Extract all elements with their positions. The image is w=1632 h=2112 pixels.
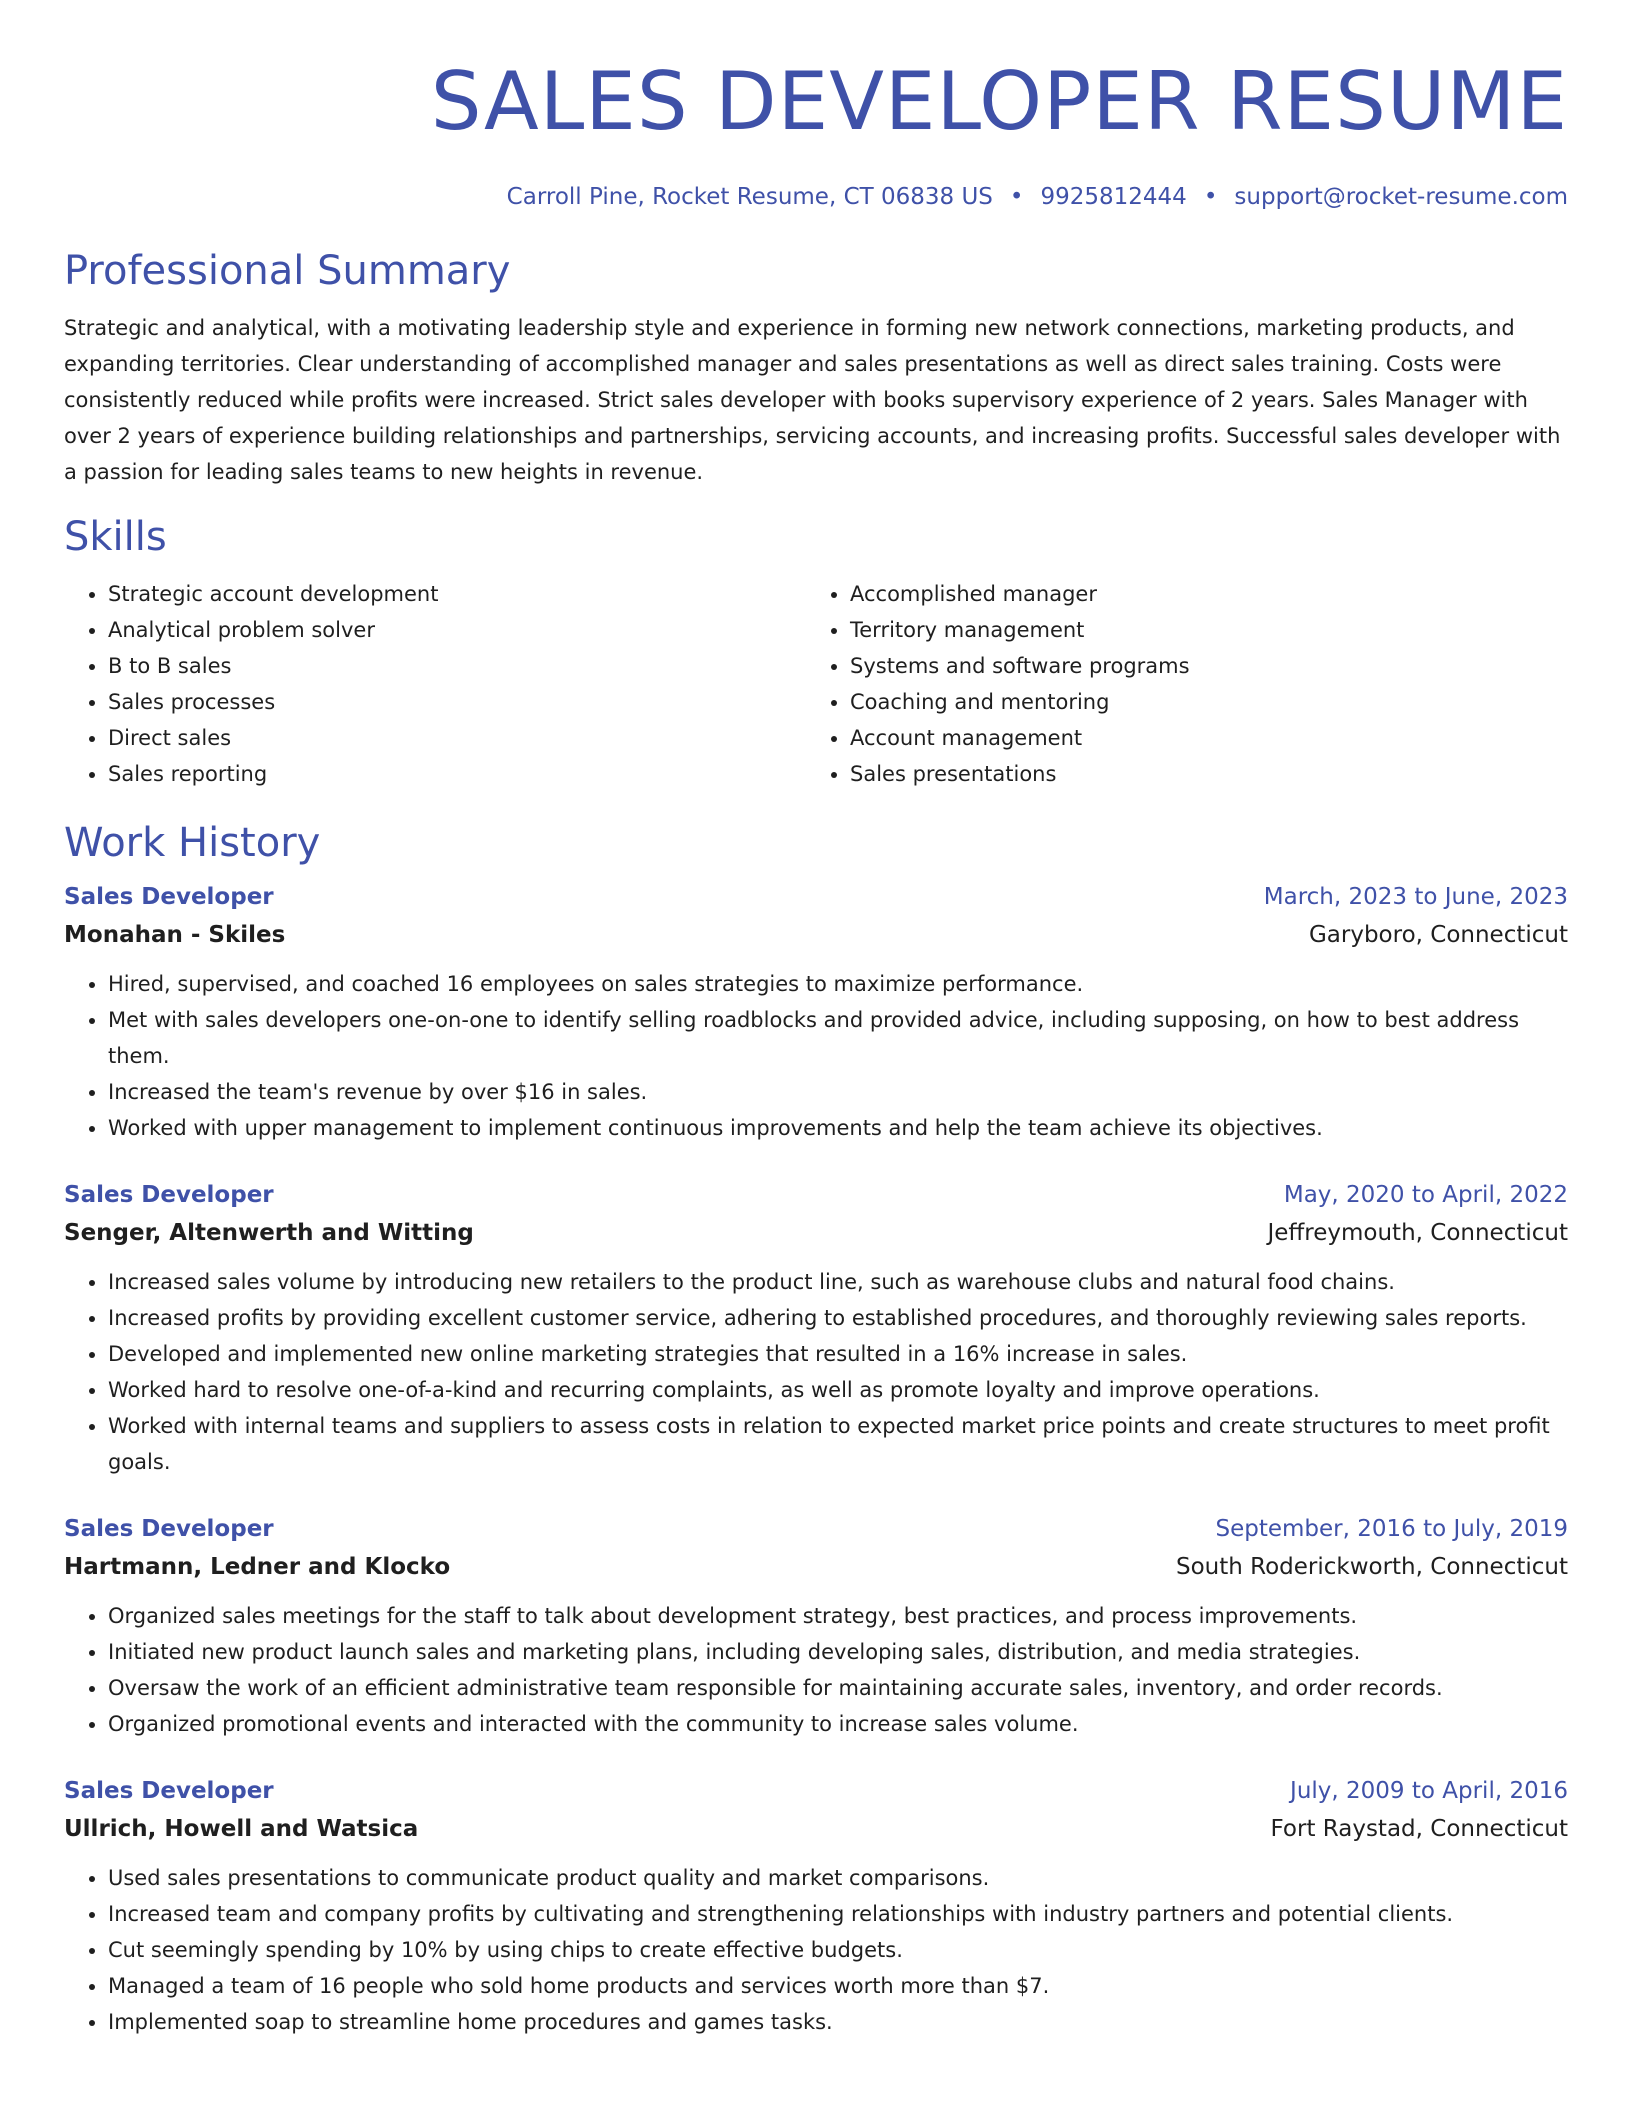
job-title-row [64, 1510, 1568, 1548]
job-bullet: • Increased team and company profits by cultivating and strengthening relationships with industry partners and potential clients. [108, 1896, 1568, 1932]
job-bullet-list [64, 1264, 1568, 1480]
skill-item: • Direct sales [108, 720, 806, 756]
job-location: Jeffreymouth, Connecticut [1267, 1220, 1568, 1246]
job-bullet: • Initiated new product launch sales and marketing plans, including developing sales, distribution, and media strategies. [108, 1634, 1568, 1670]
job-entry [64, 1510, 1568, 1742]
skill-item: • Strategic account development [108, 576, 806, 612]
job-role: Sales Developer [64, 1778, 274, 1804]
job-bullet: • Developed and implemented new online marketing strategies that resulted in a 16% increase in sales. [108, 1336, 1568, 1372]
job-bullet: • Oversaw the work of an efficient administrative team responsible for maintaining accurate sales, inventory, and order records. [108, 1670, 1568, 1706]
job-list [64, 878, 1568, 2040]
job-dates: September, 2016 to July, 2019 [1215, 1516, 1568, 1542]
job-bullet: • Worked with internal teams and suppliers to assess costs in relation to expected market price points and create structures to meet profit goals. [108, 1408, 1568, 1480]
job-location: South Roderickworth, Connecticut [1175, 1554, 1568, 1580]
contact-phone[interactable]: 9925812444 [1040, 184, 1187, 210]
skill-item: • Analytical problem solver [108, 612, 806, 648]
job-bullet: • Organized sales meetings for the staff to talk about development strategy, best practices, and process improvements. [108, 1598, 1568, 1634]
job-company-row [64, 916, 1568, 954]
job-role: Sales Developer [64, 1182, 274, 1208]
job-bullet: • Increased the team's revenue by over $16 in sales. [108, 1074, 1568, 1110]
job-company-row [64, 1810, 1568, 1848]
job-entry [64, 1772, 1568, 2040]
contact-address: Carroll Pine, Rocket Resume, CT 06838 US [506, 184, 993, 210]
job-company: Hartmann, Ledner and Klocko [64, 1554, 451, 1580]
contact-separator: • [1009, 184, 1024, 210]
job-bullet: • Worked with upper management to implement continuous improvements and help the team achieve its objectives. [108, 1110, 1568, 1146]
resume-title: SALES DEVELOPER RESUME [430, 55, 1568, 148]
job-bullet: • Organized promotional events and interacted with the community to increase sales volume. [108, 1706, 1568, 1742]
skill-item: • Sales presentations [850, 756, 1190, 792]
job-bullet: • Used sales presentations to communicate product quality and market comparisons. [108, 1860, 1568, 1896]
job-location: Fort Raystad, Connecticut [1270, 1816, 1568, 1842]
job-bullet: • Hired, supervised, and coached 16 employees on sales strategies to maximize performance. [108, 966, 1568, 1002]
skill-item: • Accomplished manager [850, 576, 1190, 612]
job-bullet-list [64, 1598, 1568, 1742]
skills-section [64, 512, 1568, 792]
job-dates: May, 2020 to April, 2022 [1283, 1182, 1568, 1208]
job-entry [64, 1176, 1568, 1480]
skill-item: • B to B sales [108, 648, 806, 684]
job-company: Ullrich, Howell and Watsica [64, 1816, 419, 1842]
job-title-row [64, 878, 1568, 916]
job-company: Monahan - Skiles [64, 922, 286, 948]
job-bullet: • Met with sales developers one-on-one to identify selling roadblocks and provided advice, including supposing, on how to best address them. [108, 1002, 1568, 1074]
job-bullet: • Worked hard to resolve one-of-a-kind and recurring complaints, as well as promote loyalty and improve operations. [108, 1372, 1568, 1408]
job-company-row [64, 1548, 1568, 1586]
contact-separator: • [1203, 184, 1218, 210]
skills-heading: Skills [64, 514, 167, 560]
job-bullet-list [64, 966, 1568, 1146]
job-role: Sales Developer [64, 884, 274, 910]
work-history-section [64, 818, 1568, 2040]
skill-item: • Account management [850, 720, 1190, 756]
job-title-row [64, 1772, 1568, 1810]
resume-header [64, 0, 1568, 212]
summary-heading: Professional Summary [64, 248, 511, 294]
summary-section [64, 246, 1568, 490]
job-bullet: • Cut seemingly spending by 10% by using chips to create effective budgets. [108, 1932, 1568, 1968]
skill-item: • Sales reporting [108, 756, 806, 792]
job-bullet: • Increased profits by providing excellent customer service, adhering to established procedures, and thoroughly reviewing sales reports. [108, 1300, 1568, 1336]
summary-text: Strategic and analytical, with a motivating leadership style and experience in forming new network connections, marketing products, and expanding territories. Clear understanding of accomplished manager and sales presentations as well as direct sales training. Costs were consistently reduced while profits were increased. Strict sales developer with books supervisory experience of 2 years. Sales Manager with over 2 years of experience building relationships and partnerships, servicing accounts, and increasing profits. Successful sales developer with a passion for leading sales teams to new heights in revenue. [64, 316, 1561, 484]
job-entry [64, 878, 1568, 1146]
job-bullet: • Increased sales volume by introducing new retailers to the product line, such as warehouse clubs and natural food chains. [108, 1264, 1568, 1300]
job-bullet-list [64, 1860, 1568, 2040]
skill-item: • Coaching and mentoring [850, 684, 1190, 720]
job-bullet: • Implemented soap to streamline home procedures and games tasks. [108, 2004, 1568, 2040]
job-dates: March, 2023 to June, 2023 [1263, 884, 1568, 910]
job-role: Sales Developer [64, 1516, 274, 1542]
skills-list-left [64, 576, 806, 792]
skills-list-right [806, 576, 1190, 792]
skill-item: • Territory management [850, 612, 1190, 648]
skill-item: • Systems and software programs [850, 648, 1190, 684]
skill-item: • Sales processes [108, 684, 806, 720]
contact-email[interactable]: support@rocket-resume.com [1234, 184, 1568, 210]
job-location: Garyboro, Connecticut [1308, 922, 1568, 948]
skills-columns [64, 576, 1568, 792]
work-history-heading: Work History [64, 820, 321, 866]
job-dates: July, 2009 to April, 2016 [1290, 1778, 1568, 1804]
job-bullet: • Managed a team of 16 people who sold home products and services worth more than $7. [108, 1968, 1568, 2004]
contact-line [64, 182, 1568, 212]
job-company: Senger, Altenwerth and Witting [64, 1220, 474, 1246]
job-title-row [64, 1176, 1568, 1214]
job-company-row [64, 1214, 1568, 1252]
